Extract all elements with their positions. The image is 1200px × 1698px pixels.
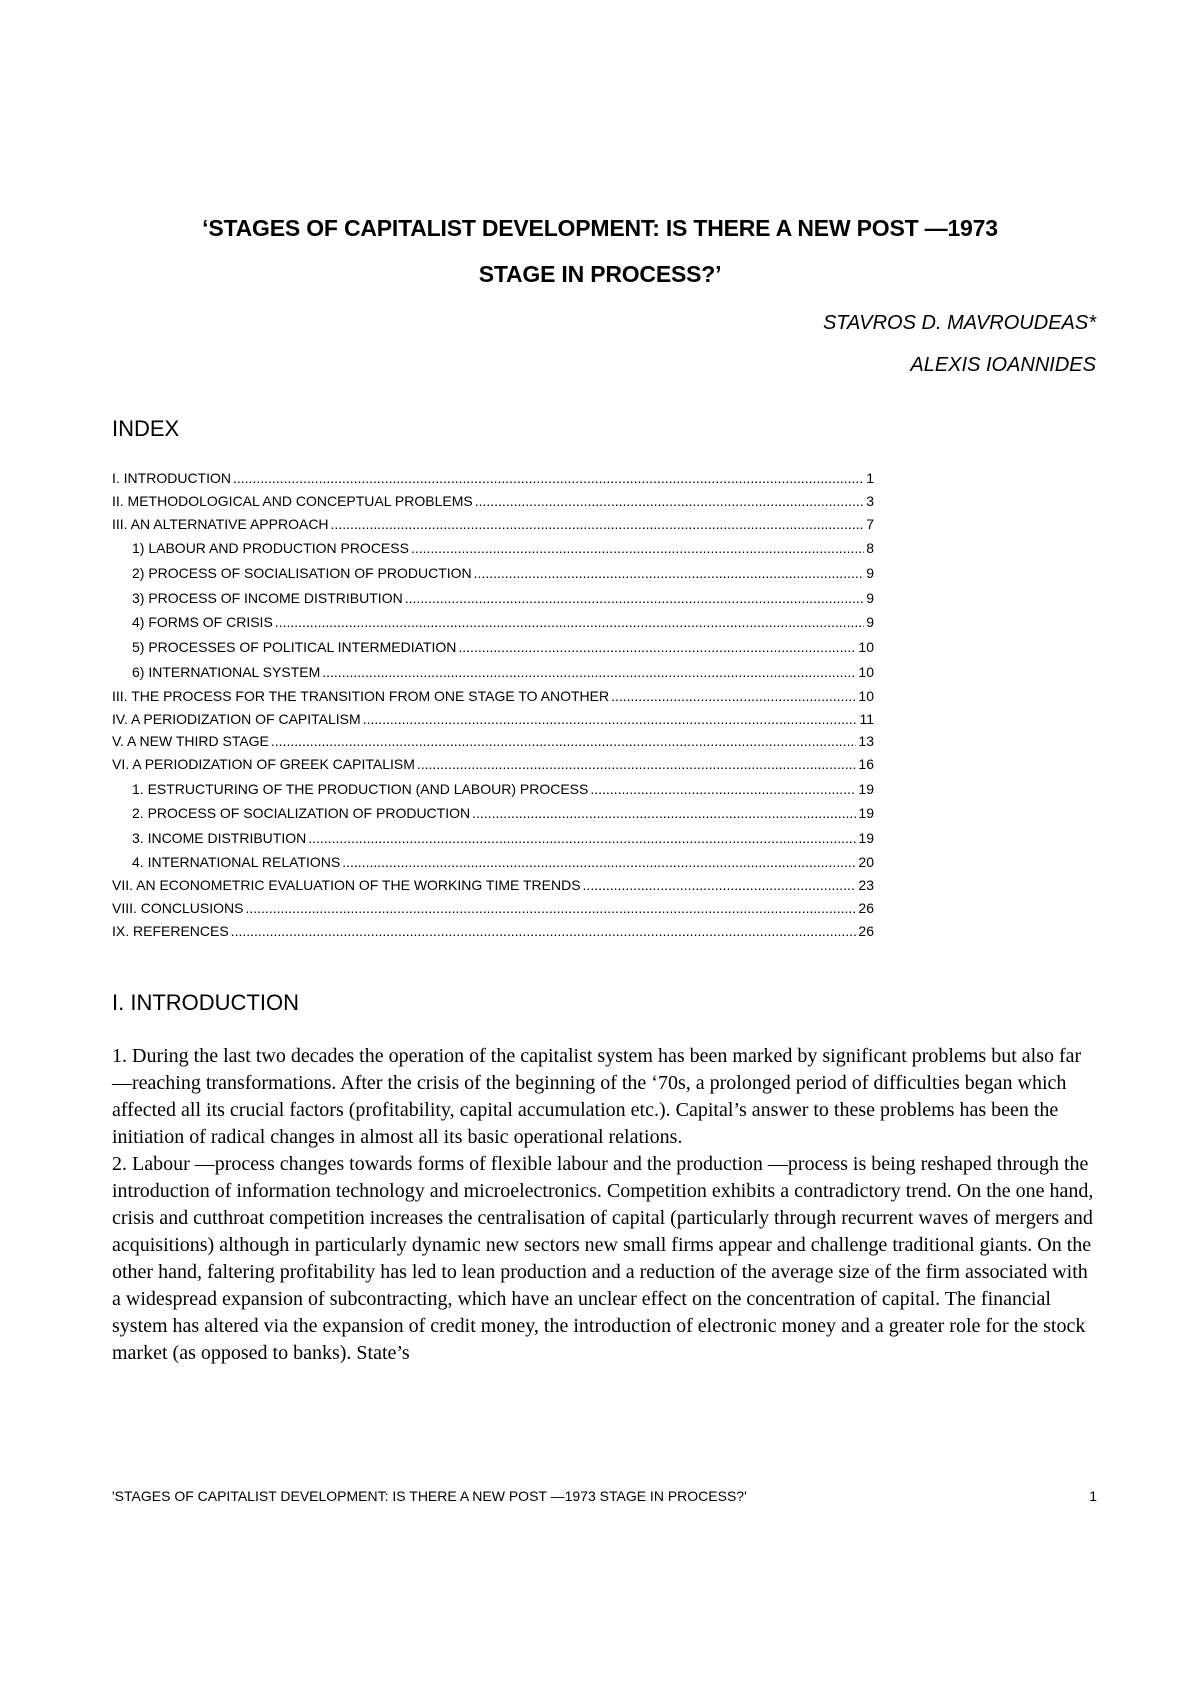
page-footer [112, 1488, 1097, 1504]
toc-entry-page: 10 [858, 664, 874, 680]
toc-entry-page: 20 [858, 854, 874, 870]
toc-entry-label: VI. A PERIODIZATION OF GREEK CAPITALISM [112, 756, 415, 772]
toc-entry-label: III. AN ALTERNATIVE APPROACH [112, 516, 329, 532]
toc-leader-dots [458, 639, 856, 655]
toc-leader-dots [363, 711, 858, 727]
toc-entry[interactable] [112, 516, 874, 532]
toc-entry-page: 7 [866, 516, 874, 532]
toc-entry[interactable] [112, 540, 874, 556]
toc-entry-page: 8 [866, 540, 874, 556]
footer-text: 'STAGES OF CAPITALIST DEVELOPMENT: IS THERE A NEW POST —1973 STAGE IN PROCESS?' [112, 1488, 747, 1504]
toc-entry-label: VIII. CONCLUSIONS [112, 900, 244, 916]
toc-entry-label: 4) FORMS OF CRISIS [132, 614, 273, 630]
toc-entry-label: V. A NEW THIRD STAGE [112, 733, 269, 749]
toc-leader-dots [611, 688, 856, 704]
toc-leader-dots [245, 900, 856, 916]
toc-entry[interactable] [112, 900, 874, 916]
toc-entry-label: IX. REFERENCES [112, 923, 229, 939]
toc-entry[interactable] [112, 688, 874, 704]
toc-entry-page: 19 [858, 830, 874, 846]
toc-entry[interactable] [112, 614, 874, 630]
toc-entry[interactable] [112, 470, 874, 486]
toc-entry-page: 9 [866, 565, 874, 581]
toc-entry[interactable] [112, 923, 874, 939]
toc-leader-dots [322, 664, 856, 680]
toc-entry-page: 1 [866, 470, 874, 486]
toc-entry[interactable] [112, 756, 874, 772]
toc-entry-label: 6) INTERNATIONAL SYSTEM [132, 664, 321, 680]
toc-entry-page: 9 [866, 614, 874, 630]
toc-entry-page: 10 [858, 639, 874, 655]
toc-entry[interactable] [112, 733, 874, 749]
toc-entry-page: 3 [866, 493, 874, 509]
toc-leader-dots [233, 470, 864, 486]
toc-entry-label: 2) PROCESS OF SOCIALISATION OF PRODUCTION [132, 565, 472, 581]
toc-leader-dots [474, 565, 865, 581]
toc-leader-dots [590, 781, 856, 797]
toc-entry-label: IV. A PERIODIZATION OF CAPITALISM [112, 711, 361, 727]
toc-entry-page: 19 [858, 805, 874, 821]
title-line-1: ‘STAGES OF CAPITALIST DEVELOPMENT: IS THERE A NEW POST —1973 [202, 215, 998, 241]
toc-entry-page: 9 [866, 590, 874, 606]
toc-leader-dots [308, 830, 856, 846]
paragraph-1: 1. During the last two decades the operation of the capitalist system has been marked by significant problems but also far —reaching transformations. After the crisis of the beginning of the ‘70s, a prolonged period of difficulties began which affected all its crucial factors (profitability, capital accumulation etc.). Capital’s answer to these problems has been the initiation of radical changes in almost all its basic operational relations. [112, 1045, 1082, 1148]
toc-entry-label: 2. PROCESS OF SOCIALIZATION OF PRODUCTION [132, 805, 471, 821]
toc-leader-dots [405, 590, 865, 606]
toc-entry[interactable] [112, 664, 874, 680]
toc-entry[interactable] [112, 565, 874, 581]
toc-entry[interactable] [112, 877, 874, 893]
toc-leader-dots [331, 516, 865, 532]
toc-entry[interactable] [112, 639, 874, 655]
toc-leader-dots [475, 493, 865, 509]
author-1: STAVROS D. MAVROUDEAS* [822, 312, 1096, 334]
toc-entry-page: 19 [858, 781, 874, 797]
toc-entry[interactable] [112, 854, 874, 870]
section-heading: I. INTRODUCTION [112, 990, 299, 1015]
index-heading: INDEX [112, 416, 180, 441]
toc-entry-page: 13 [858, 733, 874, 749]
title-line-2: STAGE IN PROCESS?’ [478, 261, 722, 287]
toc-entry[interactable] [112, 493, 874, 509]
toc-entry-page: 26 [858, 923, 874, 939]
toc-entry[interactable] [112, 805, 874, 821]
toc-entry[interactable] [112, 781, 874, 797]
toc-entry[interactable] [112, 590, 874, 606]
toc-leader-dots [231, 923, 857, 939]
body-text [112, 1043, 1097, 1367]
toc-entry-label: 1. ESTRUCTURING OF THE PRODUCTION (AND LABOUR) PROCESS [132, 781, 589, 797]
toc-entry-label: II. METHODOLOGICAL AND CONCEPTUAL PROBLEMS [112, 493, 473, 509]
toc-leader-dots [472, 805, 856, 821]
toc-entry-label: 3) PROCESS OF INCOME DISTRIBUTION [132, 590, 403, 606]
footer-page-number: 1 [1089, 1488, 1097, 1504]
toc-entry-page: 10 [858, 688, 874, 704]
toc-leader-dots [275, 614, 864, 630]
toc-leader-dots [583, 877, 857, 893]
toc-leader-dots [417, 756, 857, 772]
toc-entry-page: 16 [858, 756, 874, 772]
document-title [90, 205, 1110, 297]
toc-entry-label: 5) PROCESSES OF POLITICAL INTERMEDIATION [132, 639, 457, 655]
toc-entry-page: 11 [859, 711, 874, 727]
toc-entry-label: III. THE PROCESS FOR THE TRANSITION FROM ONE STAGE TO ANOTHER [112, 688, 610, 704]
toc-entry-label: 1) LABOUR AND PRODUCTION PROCESS [132, 540, 409, 556]
toc-entry-label: I. INTRODUCTION [112, 470, 231, 486]
author-2: ALEXIS IOANNIDES [910, 354, 1096, 376]
toc-leader-dots [411, 540, 864, 556]
toc-entry-page: 23 [858, 877, 874, 893]
paragraph-2: 2. Labour —process changes towards forms of flexible labour and the production —process is being reshaped through the introduction of information technology and microelectronics. Competition exhibits a contradictory trend. On the one hand, crisis and cutthroat competition increases the centralisation of capital (particularly through recurrent waves of mergers and acquisitions) although in particularly dynamic new sectors new small firms appear and challenge traditional giants. On the other hand, faltering profitability has led to lean production and a reduction of the average size of the firm associated with a widespread expansion of subcontracting, which have an unclear effect on the concentration of capital. The financial system has altered via the expansion of credit money, the introduction of electronic money and a greater role for the stock market (as opposed to banks). State’s [112, 1153, 1094, 1364]
toc-entry[interactable] [112, 830, 874, 846]
toc-entry-page: 26 [858, 900, 874, 916]
toc-entry-label: VII. AN ECONOMETRIC EVALUATION OF THE WORKING TIME TRENDS [112, 877, 581, 893]
toc-entry-label: 3. INCOME DISTRIBUTION [132, 830, 307, 846]
toc-entry-label: 4. INTERNATIONAL RELATIONS [132, 854, 341, 870]
toc-leader-dots [342, 854, 856, 870]
toc-entry[interactable] [112, 711, 874, 727]
toc-leader-dots [271, 733, 857, 749]
